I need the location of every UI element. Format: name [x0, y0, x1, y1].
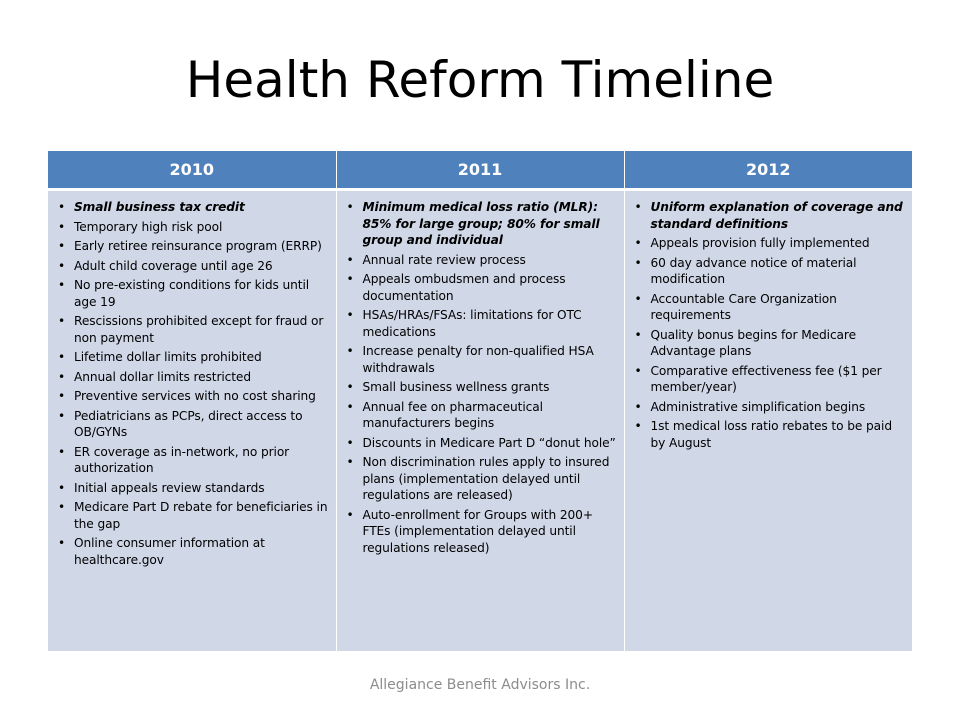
list-item: • Medicare Part D rebate for beneficiaries in the gap	[54, 499, 330, 532]
list-item: • Accountable Care Organization requirements	[631, 291, 907, 324]
list-item: • Adult child coverage until age 26	[54, 258, 330, 275]
column-2011	[336, 190, 624, 652]
list-item: • ER coverage as in-network, no prior authorization	[54, 444, 330, 477]
list-item: • Lifetime dollar limits prohibited	[54, 349, 330, 366]
list-item: • Small business tax credit	[54, 199, 330, 216]
list-item: • Increase penalty for non-qualified HSA withdrawals	[343, 343, 618, 376]
list-item: • Auto-enrollment for Groups with 200+ FTEs (implementation delayed until regulations released)	[343, 507, 618, 557]
item-list-2012	[631, 199, 907, 451]
list-item: • 60 day advance notice of material modification	[631, 255, 907, 288]
list-item: • Non discrimination rules apply to insured plans (implementation delayed until regulations are released)	[343, 454, 618, 504]
list-item: • Uniform explanation of coverage and standard definitions	[631, 199, 907, 232]
timeline-table	[48, 151, 912, 651]
list-item: • Small business wellness grants	[343, 379, 618, 396]
list-item: • HSAs/HRAs/FSAs: limitations for OTC medications	[343, 307, 618, 340]
list-item: • Minimum medical loss ratio (MLR): 85% for large group; 80% for small group and individual	[343, 199, 618, 249]
list-item: • Temporary high risk pool	[54, 219, 330, 236]
column-2010	[48, 190, 336, 652]
list-item: • Quality bonus begins for Medicare Advantage plans	[631, 327, 907, 360]
list-item: • Discounts in Medicare Part D “donut hole”	[343, 435, 618, 452]
footer-text: Allegiance Benefit Advisors Inc.	[369, 677, 591, 693]
list-item: • Administrative simplification begins	[631, 399, 907, 416]
list-item: • No pre-existing conditions for kids until age 19	[54, 277, 330, 310]
header-row	[48, 151, 912, 190]
list-item: • Appeals ombudsmen and process documentation	[343, 271, 618, 304]
list-item: • Pediatricians as PCPs, direct access to OB/GYNs	[54, 408, 330, 441]
column-2012	[624, 190, 912, 652]
list-item: • Rescissions prohibited except for fraud or non payment	[54, 313, 330, 346]
item-list-2010	[54, 199, 330, 568]
list-item: • Initial appeals review standards	[54, 480, 330, 497]
list-item: • Online consumer information at healthcare.gov	[54, 535, 330, 568]
year-header-2011: 2011	[336, 151, 624, 190]
list-item: • Annual dollar limits restricted	[54, 369, 330, 386]
body-row	[48, 190, 912, 652]
item-list-2011	[343, 199, 618, 556]
slide-title: Health Reform Timeline	[185, 51, 775, 109]
list-item: • 1st medical loss ratio rebates to be paid by August	[631, 418, 907, 451]
list-item: • Preventive services with no cost sharing	[54, 388, 330, 405]
list-item: • Annual fee on pharmaceutical manufacturers begins	[343, 399, 618, 432]
list-item: • Annual rate review process	[343, 252, 618, 269]
year-header-2010: 2010	[48, 151, 336, 190]
year-header-2012: 2012	[624, 151, 912, 190]
list-item: • Early retiree reinsurance program (ERRP)	[54, 238, 330, 255]
list-item: • Comparative effectiveness fee ($1 per member/year)	[631, 363, 907, 396]
list-item: • Appeals provision fully implemented	[631, 235, 907, 252]
